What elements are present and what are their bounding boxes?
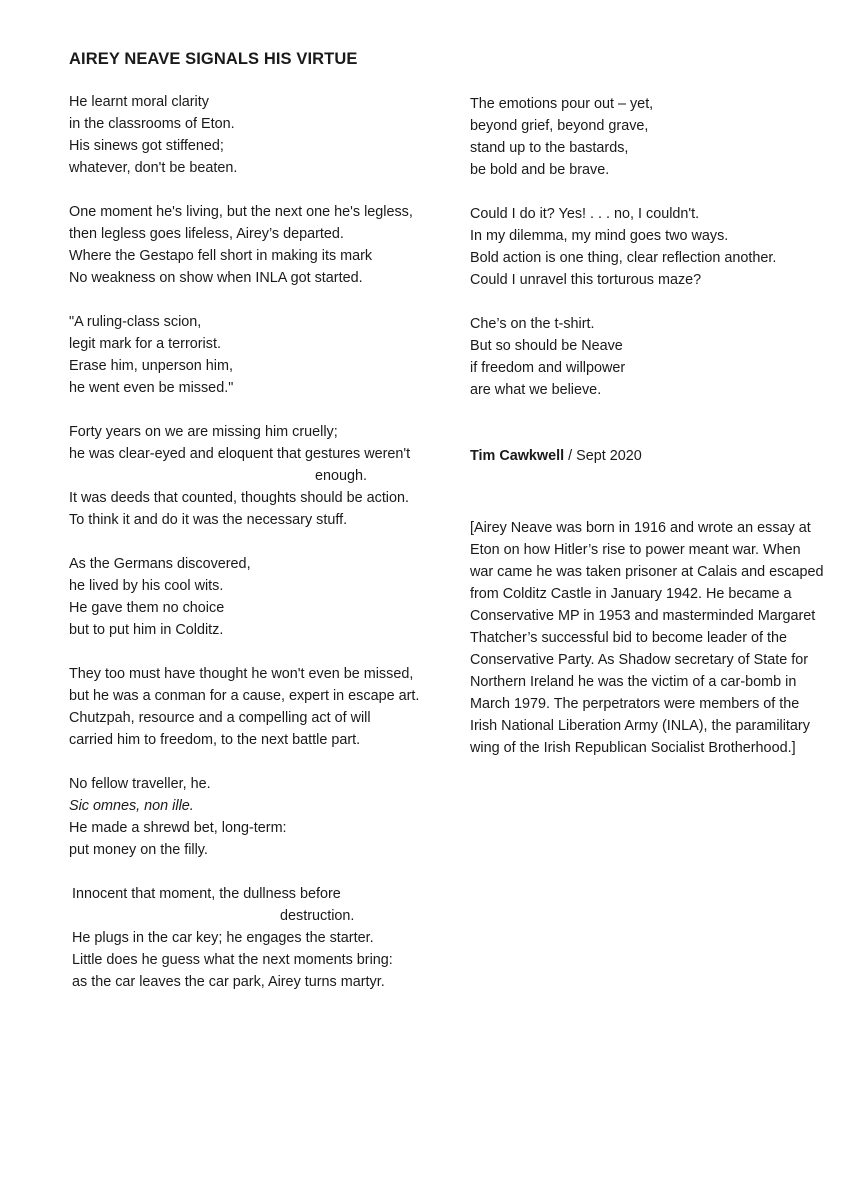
- stanza-4: [69, 421, 439, 531]
- stanza-8: [69, 883, 439, 993]
- poem-line: beyond grief, beyond grave,: [470, 118, 649, 134]
- signature: [470, 445, 642, 467]
- poem-line: put money on the filly.: [69, 842, 208, 858]
- poem-line: Erase him, unperson him,: [69, 358, 233, 374]
- poem-line: are what we believe.: [470, 382, 602, 398]
- poem-line: One moment he's living, but the next one he's legless,: [69, 204, 413, 220]
- poem-line: He learnt moral clarity: [69, 94, 209, 110]
- stanza-11: [470, 313, 830, 401]
- poem-line: In my dilemma, my mind goes two ways.: [470, 228, 729, 244]
- poem-line: Little does he guess what the next moments bring:: [72, 952, 393, 968]
- poem-line: whatever, don't be beaten.: [69, 160, 238, 176]
- poem-line-latin: Sic omnes, non ille.: [69, 798, 194, 814]
- poem-line: carried him to freedom, to the next battle part.: [69, 732, 361, 748]
- stanza-10: [470, 203, 830, 291]
- poem-line: As the Germans discovered,: [69, 556, 251, 572]
- poem-line: he went even be missed.": [69, 380, 234, 396]
- poem-line: To think it and do it was the necessary stuff.: [69, 512, 348, 528]
- stanza-1: [69, 91, 439, 179]
- stanza-6: [69, 663, 439, 751]
- stanza-7: [69, 773, 439, 861]
- poem-line: be bold and be brave.: [470, 162, 610, 178]
- stanza-2: [69, 201, 439, 289]
- poem-line: Che’s on the t-shirt.: [470, 316, 595, 332]
- stanza-5: [69, 553, 439, 641]
- poem-line: in the classrooms of Eton.: [69, 116, 235, 132]
- poem-line: if freedom and willpower: [470, 360, 626, 376]
- poem-line-indented: destruction.: [280, 908, 355, 924]
- poem-line: He made a shrewd bet, long-term:: [69, 820, 287, 836]
- poem-line: The emotions pour out – yet,: [470, 96, 654, 112]
- stanza-9: [470, 93, 830, 181]
- poem-line: legit mark for a terrorist.: [69, 336, 221, 352]
- poem-line: He plugs in the car key; he engages the starter.: [72, 930, 374, 946]
- poem-line: he was clear-eyed and eloquent that gestures weren't: [69, 446, 411, 462]
- poem-line: but he was a conman for a cause, expert in escape art.: [69, 688, 420, 704]
- poem-line: Could I unravel this torturous maze?: [470, 272, 702, 288]
- poem-line: then legless goes lifeless, Airey’s departed.: [69, 226, 344, 242]
- poem-line: as the car leaves the car park, Airey turns martyr.: [72, 974, 385, 990]
- poem-line: Bold action is one thing, clear reflection another.: [470, 250, 777, 266]
- left-column: [69, 91, 439, 1015]
- poem-title: AIREY NEAVE SIGNALS HIS VIRTUE: [69, 50, 358, 68]
- poem-line: No fellow traveller, he.: [69, 776, 211, 792]
- poem-line: They too must have thought he won't even be missed,: [69, 666, 414, 682]
- biographical-note: [Airey Neave was born in 1916 and wrote an essay at Eton on how Hitler’s rise to power meant war. When war came he was taken prisoner at Calais and escaped from Colditz Castle in January 1942. He became a Conservative MP in 1953 and masterminded Margaret Thatcher’s successful bid to become leader of the Conservative Party. As Shadow secretary of State for Northern Ireland he was the victim of a car-bomb in March 1979. The perpetrators were members of the Irish National Liberation Army (INLA), the paramilitary wing of the Irish Republican Socialist Brotherhood.]: [470, 520, 824, 756]
- poem-line-indented: enough.: [315, 468, 368, 484]
- poem-line: Chutzpah, resource and a compelling act of will: [69, 710, 371, 726]
- poem-line: Could I do it? Yes! . . . no, I couldn't.: [470, 206, 700, 222]
- right-column: [470, 93, 830, 423]
- signature-date: / Sept 2020: [564, 448, 642, 464]
- poem-line: "A ruling-class scion,: [69, 314, 202, 330]
- stanza-3: [69, 311, 439, 399]
- poem-line: stand up to the bastards,: [470, 140, 629, 156]
- poem-line: But so should be Neave: [470, 338, 623, 354]
- author-name: Tim Cawkwell: [470, 448, 565, 464]
- poem-line: but to put him in Colditz.: [69, 622, 224, 638]
- poem-line: He gave them no choice: [69, 600, 225, 616]
- poem-line: Innocent that moment, the dullness before: [72, 886, 341, 902]
- poem-line: he lived by his cool wits.: [69, 578, 224, 594]
- poem-line: Where the Gestapo fell short in making its mark: [69, 248, 373, 264]
- poem-line: Forty years on we are missing him cruelly;: [69, 424, 338, 440]
- poem-line: His sinews got stiffened;: [69, 138, 224, 154]
- poem-line: No weakness on show when INLA got started.: [69, 270, 363, 286]
- poem-line: It was deeds that counted, thoughts should be action.: [69, 490, 410, 506]
